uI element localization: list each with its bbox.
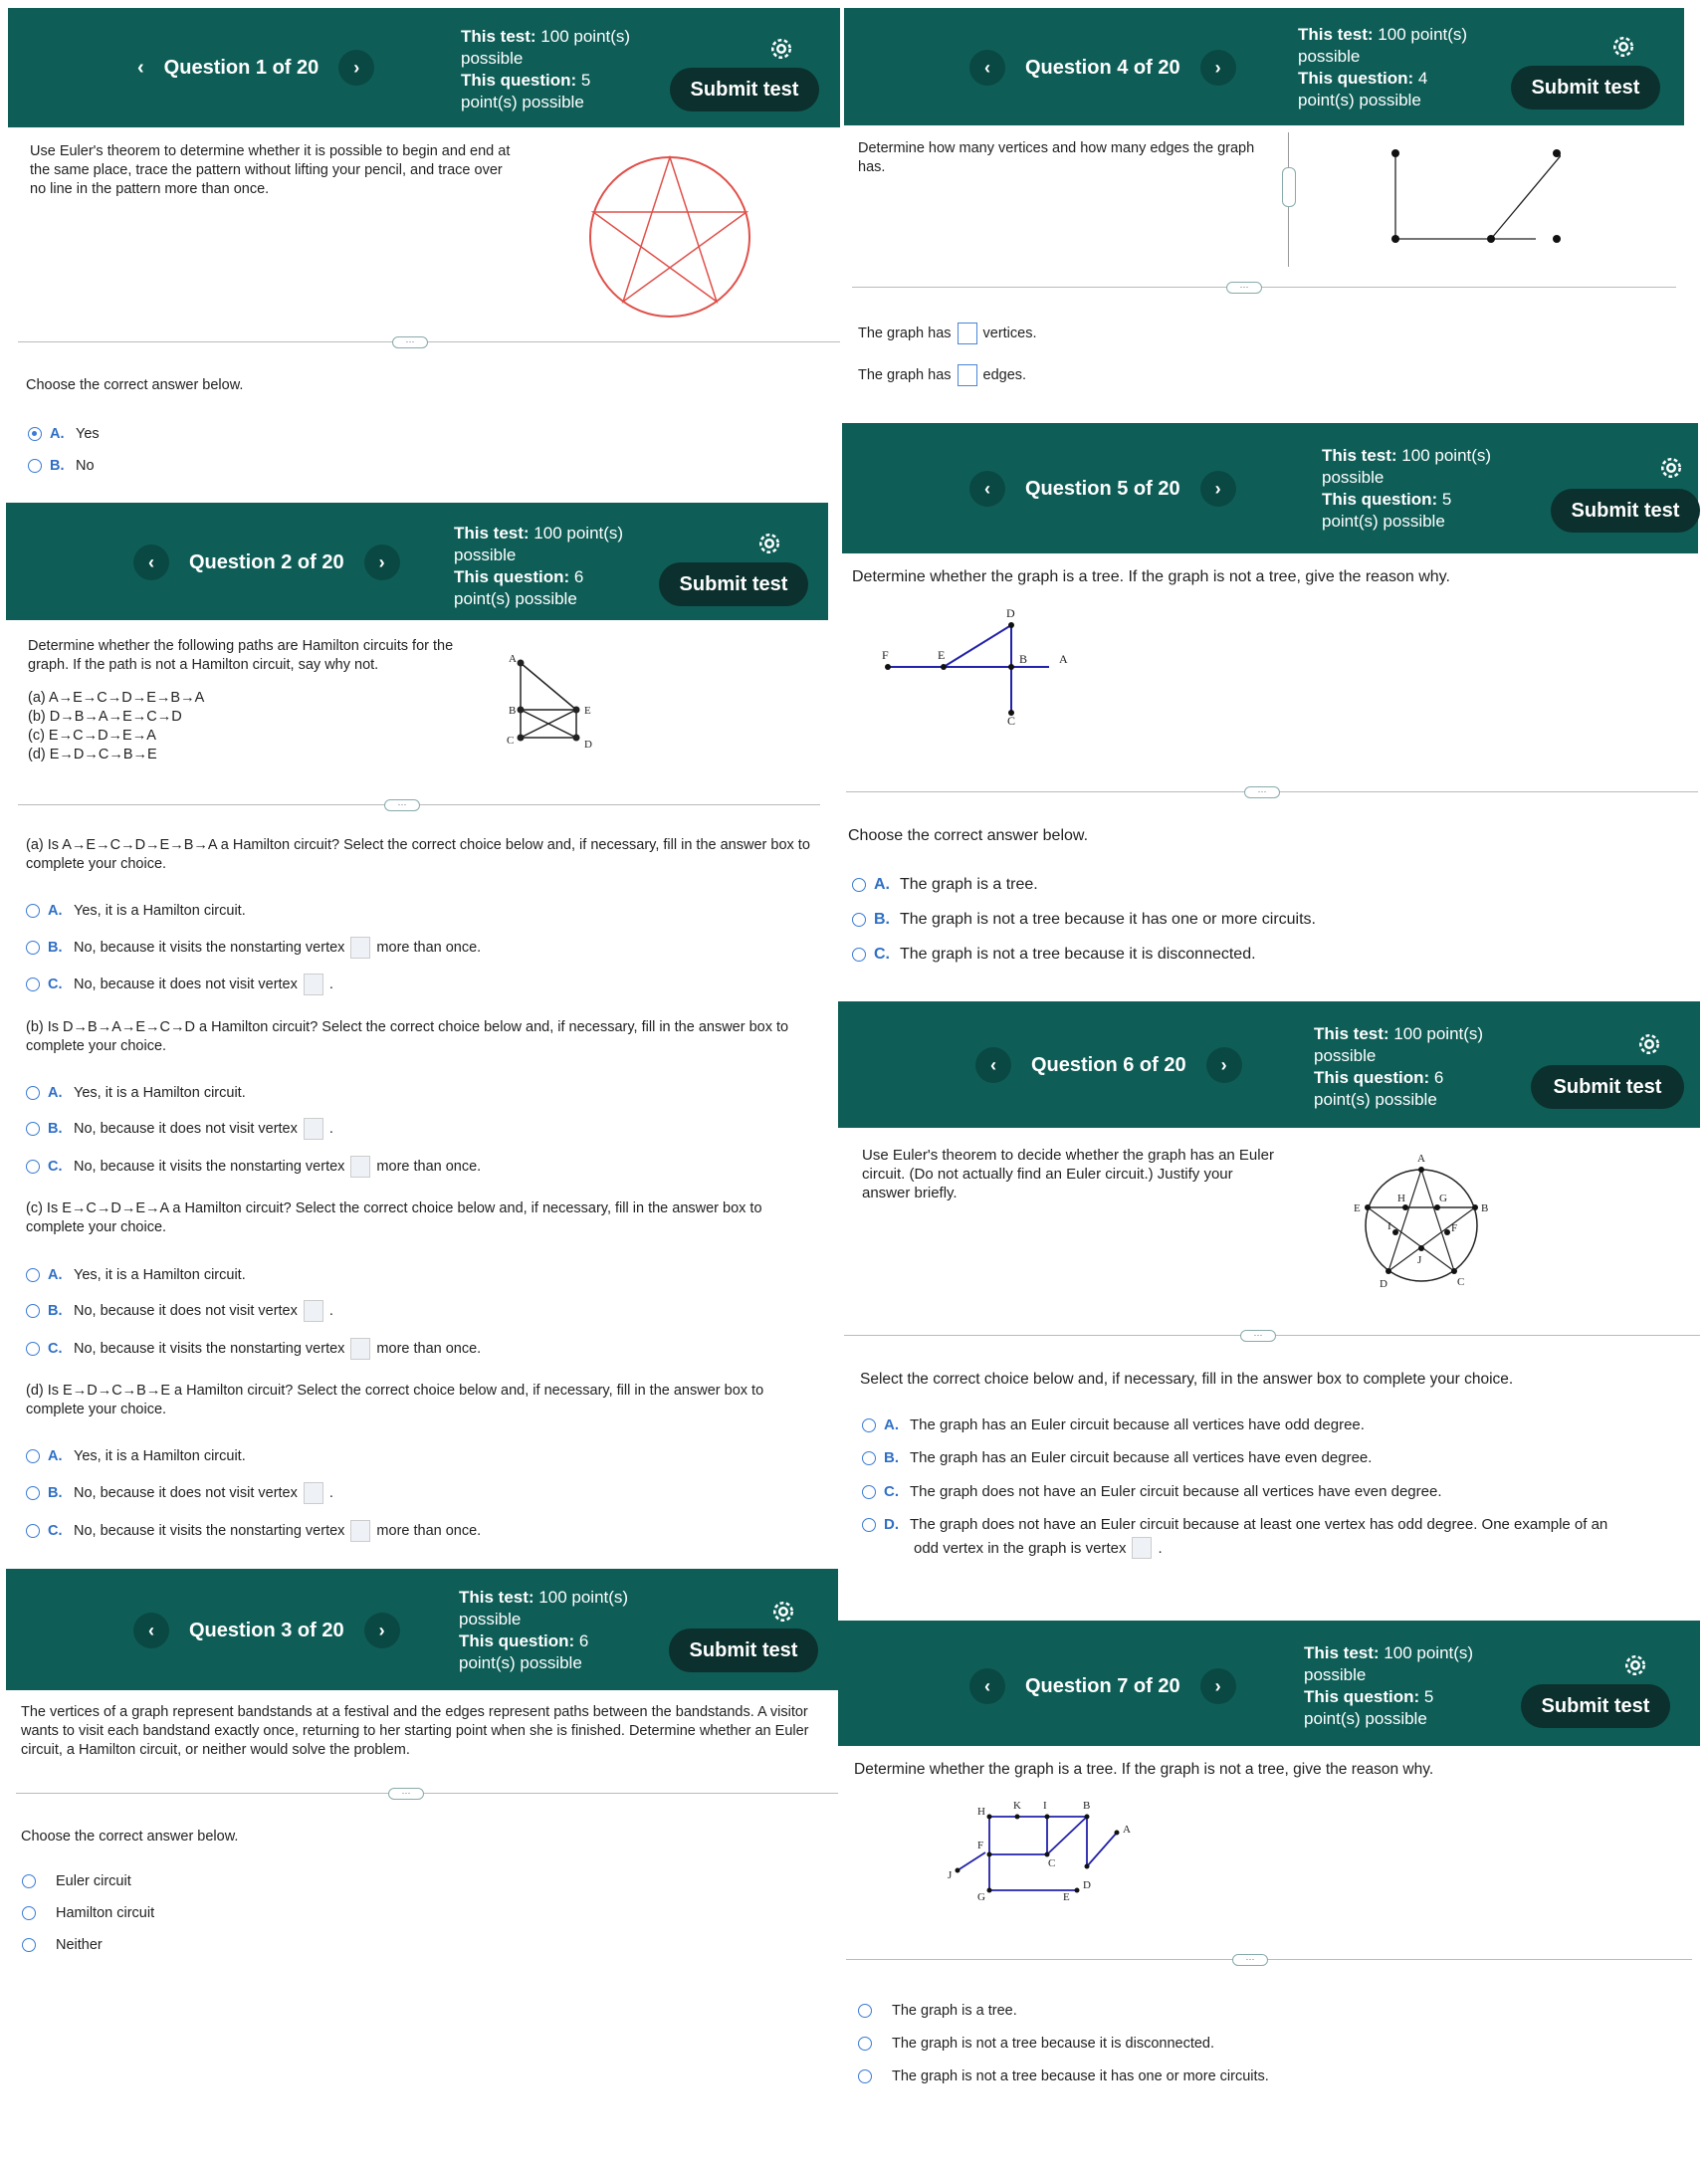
question-prompt: Use Euler's theorem to determine whether it is possible to begin and end at the same place, trace the pattern without lifting your pencil, and trace over no line in the pattern more than once. — [30, 143, 511, 197]
settings-gear-icon[interactable] — [1620, 1650, 1650, 1680]
next-question-button[interactable]: › — [364, 1613, 400, 1648]
tree-check-graph-figure — [882, 605, 1081, 725]
question-number: Question 7 of 20 — [1025, 1674, 1180, 1697]
question-points-label: This question: — [459, 1631, 575, 1650]
answer-option-c[interactable] — [852, 946, 1256, 964]
option-letter: A. — [48, 1448, 63, 1464]
graph-label: B — [509, 705, 517, 717]
answer-option-c[interactable] — [862, 1483, 1442, 1500]
points-info — [1298, 24, 1487, 111]
question-points-value: 4 point(s) possible — [1298, 69, 1428, 109]
test-points-label: This test: — [1314, 1024, 1389, 1043]
option-text-after: more than once. — [376, 940, 482, 956]
answer-option-d-line2 — [914, 1537, 1163, 1559]
graph-label: C — [1007, 714, 1016, 725]
question-points-value: 6 point(s) possible — [1314, 1068, 1444, 1109]
option-letter: C. — [48, 1159, 63, 1175]
radio[interactable] — [26, 1086, 40, 1100]
answer-option-a[interactable] — [862, 1416, 1365, 1433]
line-prefix: The graph has — [858, 325, 952, 341]
pentagram-figure — [585, 152, 754, 322]
test-points-value: 100 point(s) possible — [1314, 1024, 1484, 1065]
option-letter: B. — [48, 1485, 63, 1501]
graph-label: E — [938, 648, 946, 662]
answer-box[interactable] — [304, 1118, 323, 1140]
answer-box[interactable] — [304, 1482, 323, 1504]
expand-handle[interactable]: ··· — [1244, 786, 1280, 798]
expand-handle[interactable]: ··· — [388, 1788, 424, 1800]
graph-label: B — [1481, 1202, 1489, 1214]
question-6-panel — [838, 1001, 1700, 1619]
part-b-question: (b) Is D→B→A→E→C→D a Hamilton circuit? Select the correct choice below and, if necessary, fill in the answer box to complete your choice. — [26, 1019, 789, 1054]
option-text: odd vertex in the graph is vertex — [914, 1539, 1127, 1557]
edges-answer-box[interactable] — [958, 364, 977, 386]
settings-gear-icon[interactable] — [1634, 1029, 1664, 1059]
question-points-value: 5 point(s) possible — [1322, 490, 1452, 531]
question-4-header — [844, 8, 1684, 125]
expand-handle[interactable]: ··· — [384, 799, 420, 811]
test-points-value: 100 point(s) possible — [461, 27, 631, 68]
radio[interactable] — [852, 948, 866, 962]
next-question-button[interactable]: › — [1200, 50, 1236, 86]
answer-box[interactable] — [350, 1338, 370, 1360]
radio[interactable] — [852, 878, 866, 892]
question-points-label: This question: — [1322, 490, 1438, 509]
choose-label: Choose the correct answer below. — [848, 827, 1089, 844]
answer-option-hamilton[interactable] — [22, 1905, 154, 1921]
scroll-handle[interactable] — [1282, 167, 1296, 207]
test-points-label: This test: — [1304, 1643, 1380, 1662]
prev-question-button[interactable]: ‹ — [975, 1047, 1011, 1083]
question-3-header — [6, 1569, 838, 1690]
answer-box[interactable] — [304, 1300, 323, 1322]
question-prompt: Use Euler's theorem to decide whether the graph has an Euler circuit. (Do not actually find an Euler circuit.) Justify your answer briefly. — [862, 1147, 1274, 1201]
option-text: The graph is not a tree because it has one or more circuits. — [892, 2068, 1269, 2084]
option-letter: C. — [48, 1341, 63, 1357]
answer-option-disconnected[interactable] — [858, 2036, 1214, 2052]
part-b-option-a[interactable] — [26, 1085, 246, 1101]
part-d-option-c[interactable] — [26, 1520, 481, 1542]
hamilton-graph-figure — [499, 650, 618, 761]
part-a-option-c[interactable] — [26, 974, 333, 995]
test-points-label: This test: — [459, 1588, 534, 1607]
next-question-button[interactable]: › — [1200, 1668, 1236, 1704]
next-question-button[interactable]: › — [338, 50, 374, 86]
graph-label: A — [1417, 1153, 1425, 1165]
option-text-after: more than once. — [376, 1341, 482, 1357]
part-b-option-c[interactable] — [26, 1156, 481, 1178]
tree-check-graph-figure — [938, 1795, 1167, 1909]
option-text: Yes, it is a Hamilton circuit. — [74, 903, 246, 919]
option-text: No, because it does not visit vertex — [74, 1485, 298, 1501]
prev-question-button[interactable]: ‹ — [137, 56, 144, 79]
radio[interactable] — [26, 1268, 40, 1282]
option-letter: B. — [48, 1121, 63, 1137]
graph-label: I — [1043, 1800, 1047, 1812]
test-points-value: 100 point(s) possible — [459, 1588, 629, 1629]
option-text: Euler circuit — [56, 1873, 131, 1889]
graph-label: B — [1019, 652, 1028, 666]
expand-handle[interactable]: ··· — [1226, 282, 1262, 294]
radio[interactable] — [26, 1342, 40, 1356]
radio[interactable] — [22, 1938, 36, 1952]
part-d-option-a[interactable] — [26, 1448, 246, 1464]
option-text-after: more than once. — [376, 1523, 482, 1539]
option-text-after: . — [328, 977, 333, 992]
question-7-header — [838, 1621, 1700, 1746]
answer-box[interactable] — [350, 1156, 370, 1178]
submit-test-button[interactable]: Submit test — [1521, 1684, 1670, 1728]
answer-option-a[interactable] — [28, 426, 100, 442]
graph-label: D — [584, 739, 592, 751]
question-2-panel — [6, 503, 828, 1568]
option-letter: C. — [48, 977, 63, 992]
radio[interactable] — [26, 978, 40, 991]
graph-label: I — [1388, 1220, 1391, 1232]
answer-option-tree[interactable] — [858, 2003, 1017, 2019]
option-text: The graph does not have an Euler circuit because all vertices have even degree. — [910, 1483, 1442, 1500]
graph-label: J — [1417, 1254, 1422, 1266]
answer-box[interactable] — [350, 1520, 370, 1542]
path-c: (c) E→C→D→E→A — [28, 728, 156, 744]
question-1-header — [8, 8, 840, 127]
radio[interactable] — [26, 1160, 40, 1174]
submit-test-button[interactable]: Submit test — [1531, 1065, 1684, 1109]
settings-gear-icon[interactable] — [1656, 453, 1686, 483]
part-c-option-b[interactable] — [26, 1300, 333, 1322]
option-letter: D. — [884, 1516, 899, 1533]
answer-option-a[interactable] — [852, 876, 1038, 894]
option-letter: B. — [50, 458, 65, 474]
answer-option-circuits[interactable] — [858, 2068, 1269, 2084]
question-number: Question 4 of 20 — [1025, 56, 1180, 79]
radio[interactable] — [26, 1304, 40, 1318]
graph-label: C — [1048, 1857, 1056, 1869]
test-points-value: 100 point(s) possible — [1304, 1643, 1474, 1684]
question-points-value: 5 point(s) possible — [1304, 1687, 1434, 1728]
submit-test-button[interactable]: Submit test — [670, 68, 819, 111]
points-info — [454, 523, 643, 610]
radio[interactable] — [858, 2069, 872, 2083]
radio[interactable] — [862, 1518, 876, 1532]
graph-label: H — [977, 1806, 985, 1818]
graph-label: K — [1013, 1800, 1021, 1812]
radio[interactable] — [22, 1906, 36, 1920]
prev-question-button[interactable]: ‹ — [969, 471, 1005, 507]
option-text: No, because it does not visit vertex — [74, 1121, 298, 1137]
next-question-button[interactable]: › — [364, 544, 400, 580]
question-4-panel — [844, 8, 1684, 406]
prev-question-button[interactable]: ‹ — [969, 1668, 1005, 1704]
answer-option-b[interactable] — [28, 458, 95, 474]
graph-label: B — [1083, 1800, 1091, 1812]
graph-label: J — [948, 1869, 953, 1881]
radio-selected[interactable] — [28, 427, 42, 441]
option-text-after: . — [328, 1303, 333, 1319]
part-a-option-b[interactable] — [26, 937, 481, 959]
option-letter: B. — [884, 1449, 899, 1466]
submit-test-button[interactable]: Submit test — [1551, 489, 1700, 533]
next-question-button[interactable]: › — [1206, 1047, 1242, 1083]
part-d-question: (d) Is E→D→C→B→E a Hamilton circuit? Select the correct choice below and, if necessary, fill in the answer box to complete your choice. — [26, 1383, 764, 1417]
option-text: No, because it does not visit vertex — [74, 977, 298, 992]
answer-option-b[interactable] — [852, 911, 1316, 929]
test-points-label: This test: — [1298, 25, 1374, 44]
option-text: No, because it visits the nonstarting vertex — [74, 1523, 345, 1539]
part-a-option-a[interactable] — [26, 903, 246, 919]
question-2-header — [6, 503, 828, 620]
radio[interactable] — [862, 1418, 876, 1432]
question-points-value: 6 point(s) possible — [454, 567, 584, 608]
radio[interactable] — [28, 459, 42, 473]
prev-question-button[interactable]: ‹ — [969, 50, 1005, 86]
prev-question-button[interactable]: ‹ — [133, 1613, 169, 1648]
option-text: Neither — [56, 1937, 103, 1953]
option-text-after: more than once. — [376, 1159, 482, 1175]
radio[interactable] — [26, 904, 40, 918]
part-c-option-c[interactable] — [26, 1338, 481, 1360]
question-5-header — [842, 423, 1698, 553]
answer-option-neither[interactable] — [22, 1937, 103, 1953]
graph-label: F — [882, 648, 889, 662]
radio[interactable] — [26, 1486, 40, 1500]
path-b: (b) D→B→A→E→C→D — [28, 709, 182, 725]
part-d-option-b[interactable] — [26, 1482, 333, 1504]
part-b-option-b[interactable] — [26, 1118, 333, 1140]
question-5-panel — [842, 423, 1698, 1000]
option-letter: C. — [874, 946, 890, 963]
part-a-question: (a) Is A→E→C→D→E→B→A a Hamilton circuit? Select the correct choice below and, if necessary, fill in the answer box to complete your choice. — [26, 837, 810, 872]
choose-label: Choose the correct answer below. — [26, 377, 244, 393]
option-text-after: . — [328, 1121, 333, 1137]
option-text: No, because it visits the nonstarting vertex — [74, 940, 345, 956]
option-letter: A. — [48, 1085, 63, 1101]
answer-option-euler[interactable] — [22, 1873, 131, 1889]
settings-gear-icon[interactable] — [754, 529, 784, 558]
radio[interactable] — [26, 941, 40, 955]
submit-test-button[interactable]: Submit test — [659, 562, 808, 606]
path-d: (d) E→D→C→B→E — [28, 747, 157, 762]
option-text: The graph is not a tree because it is disconnected. — [892, 2036, 1215, 2052]
option-text: The graph does not have an Euler circuit because at least one vertex has odd degree. One example of an — [910, 1516, 1608, 1533]
path-a: (a) A→E→C→D→E→B→A — [28, 690, 205, 706]
option-text: The graph has an Euler circuit because all vertices have odd degree. — [910, 1416, 1365, 1433]
question-3-panel — [6, 1569, 838, 1967]
test-points-value: 100 point(s) possible — [454, 524, 624, 564]
option-text: The graph is a tree. — [900, 876, 1038, 893]
test-points-label: This test: — [1322, 446, 1397, 465]
question-points-label: This question: — [1304, 1687, 1420, 1706]
option-letter: A. — [48, 1267, 63, 1283]
graph-label: D — [1006, 606, 1015, 620]
expand-handle[interactable]: ··· — [392, 336, 428, 348]
euler-pentagram-graph-figure — [1336, 1146, 1505, 1295]
settings-gear-icon[interactable] — [1608, 32, 1638, 62]
radio[interactable] — [852, 913, 866, 927]
option-text-after: . — [1158, 1539, 1163, 1557]
graph-label: E — [1063, 1891, 1070, 1903]
answer-box[interactable] — [304, 974, 323, 995]
question-prompt: Determine whether the graph is a tree. If the graph is not a tree, give the reason why. — [852, 568, 1450, 585]
question-7-panel — [838, 1621, 1700, 2138]
submit-test-button[interactable]: Submit test — [1511, 66, 1660, 109]
graph-label: G — [1439, 1193, 1447, 1204]
points-info — [461, 26, 650, 113]
option-text: No, because it does not visit vertex — [74, 1303, 298, 1319]
next-question-button[interactable]: › — [1200, 471, 1236, 507]
tree-graph-figure — [1382, 137, 1561, 252]
question-prompt: Determine how many vertices and how many edges the graph has. — [858, 140, 1255, 175]
prev-question-button[interactable]: ‹ — [133, 544, 169, 580]
question-points-value: 5 point(s) possible — [461, 71, 591, 111]
part-c-question: (c) Is E→C→D→E→A a Hamilton circuit? Select the correct choice below and, if necessary, fill in the answer box to complete your choice. — [26, 1200, 762, 1235]
points-info — [1304, 1642, 1493, 1730]
option-letter: A. — [50, 426, 65, 442]
option-text: Yes, it is a Hamilton circuit. — [74, 1267, 246, 1283]
option-letter: B. — [48, 1303, 63, 1319]
radio[interactable] — [26, 1449, 40, 1463]
option-text: Hamilton circuit — [56, 1905, 155, 1921]
answer-option-d[interactable] — [862, 1516, 1607, 1533]
choose-label: Choose the correct answer below. — [21, 1829, 239, 1845]
answer-option-b[interactable] — [862, 1449, 1372, 1466]
test-points-value: 100 point(s) possible — [1298, 25, 1468, 66]
radio[interactable] — [26, 1122, 40, 1136]
graph-label: A — [1059, 652, 1068, 666]
option-letter: B. — [874, 911, 890, 928]
line-prefix: The graph has — [858, 366, 952, 383]
option-text: The graph is not a tree because it is disconnected. — [900, 946, 1256, 963]
radio[interactable] — [862, 1451, 876, 1465]
radio[interactable] — [26, 1524, 40, 1538]
graph-label: D — [1083, 1879, 1091, 1891]
test-points-label: This test: — [461, 27, 536, 46]
points-info — [1314, 1023, 1503, 1111]
option-text: Yes, it is a Hamilton circuit. — [74, 1085, 246, 1101]
test-points-label: This test: — [454, 524, 530, 543]
answer-box[interactable] — [1132, 1537, 1152, 1559]
question-number: Question 1 of 20 — [163, 56, 320, 79]
question-1-panel — [8, 8, 840, 496]
expand-handle[interactable]: ··· — [1240, 1330, 1276, 1342]
graph-label: E — [1354, 1202, 1361, 1214]
settings-gear-icon[interactable] — [766, 34, 796, 64]
vertices-line — [858, 323, 1037, 344]
question-prompt: Determine whether the following paths are Hamilton circuits for the graph. If the path is not a Hamilton circuit, say why not. — [28, 638, 454, 673]
submit-test-button[interactable]: Submit test — [669, 1629, 818, 1672]
option-text: Yes — [76, 426, 100, 442]
radio[interactable] — [858, 2004, 872, 2018]
part-c-option-a[interactable] — [26, 1267, 246, 1283]
radio[interactable] — [22, 1874, 36, 1888]
graph-label: A — [1123, 1824, 1131, 1836]
option-letter: C. — [48, 1523, 63, 1539]
graph-label: F — [977, 1840, 984, 1851]
question-number: Question 2 of 20 — [189, 550, 344, 573]
radio[interactable] — [858, 2037, 872, 2051]
question-points-label: This question: — [461, 71, 577, 90]
expand-handle[interactable]: ··· — [1232, 1954, 1268, 1966]
question-points-label: This question: — [454, 567, 570, 586]
option-text: No — [76, 458, 95, 474]
option-letter: B. — [48, 940, 63, 956]
option-text: The graph has an Euler circuit because all vertices have even degree. — [910, 1449, 1373, 1466]
question-6-header — [838, 1001, 1700, 1128]
question-number: Question 3 of 20 — [189, 1619, 344, 1641]
graph-label: D — [1380, 1278, 1388, 1290]
option-text: The graph is not a tree because it has one or more circuits. — [900, 911, 1316, 928]
graph-label: C — [1457, 1276, 1465, 1288]
question-points-label: This question: — [1298, 69, 1414, 88]
graph-label: H — [1397, 1193, 1405, 1204]
edges-line — [858, 364, 1026, 386]
option-text: Yes, it is a Hamilton circuit. — [74, 1448, 246, 1464]
points-info — [459, 1587, 648, 1674]
question-points-label: This question: — [1314, 1068, 1430, 1087]
option-text-after: . — [328, 1485, 333, 1501]
graph-label: G — [977, 1891, 985, 1903]
option-letter: C. — [884, 1483, 899, 1500]
option-letter: A. — [884, 1416, 899, 1433]
points-info — [1322, 445, 1511, 533]
question-number: Question 5 of 20 — [1025, 477, 1180, 500]
option-text: The graph is a tree. — [892, 2003, 1017, 2019]
vertices-answer-box[interactable] — [958, 323, 977, 344]
graph-label: F — [1451, 1222, 1458, 1234]
answer-box[interactable] — [350, 937, 370, 959]
test-points-value: 100 point(s) possible — [1322, 446, 1492, 487]
option-text: No, because it visits the nonstarting vertex — [74, 1159, 345, 1175]
line-suffix: vertices. — [982, 325, 1037, 341]
question-number: Question 6 of 20 — [1031, 1053, 1186, 1076]
option-letter: A. — [48, 903, 63, 919]
question-prompt: The vertices of a graph represent bandstands at a festival and the edges represent paths between the bandstands. A visitor wants to visit each bandstand exactly once, returning to her starting point when she is finished. Determine whether an Euler circuit, a Hamilton circuit, or neither would solve the problem. — [21, 1704, 809, 1758]
settings-gear-icon[interactable] — [768, 1597, 798, 1627]
radio[interactable] — [862, 1485, 876, 1499]
graph-label: A — [509, 653, 517, 665]
graph-label: C — [507, 735, 515, 747]
question-points-value: 6 point(s) possible — [459, 1631, 589, 1672]
option-letter: A. — [874, 876, 890, 893]
line-suffix: edges. — [982, 366, 1027, 383]
graph-label: E — [584, 705, 591, 717]
question-prompt: Determine whether the graph is a tree. If the graph is not a tree, give the reason why. — [854, 1761, 1434, 1778]
select-label: Select the correct choice below and, if necessary, fill in the answer box to complete your choice. — [860, 1371, 1514, 1388]
option-text: No, because it visits the nonstarting vertex — [74, 1341, 345, 1357]
